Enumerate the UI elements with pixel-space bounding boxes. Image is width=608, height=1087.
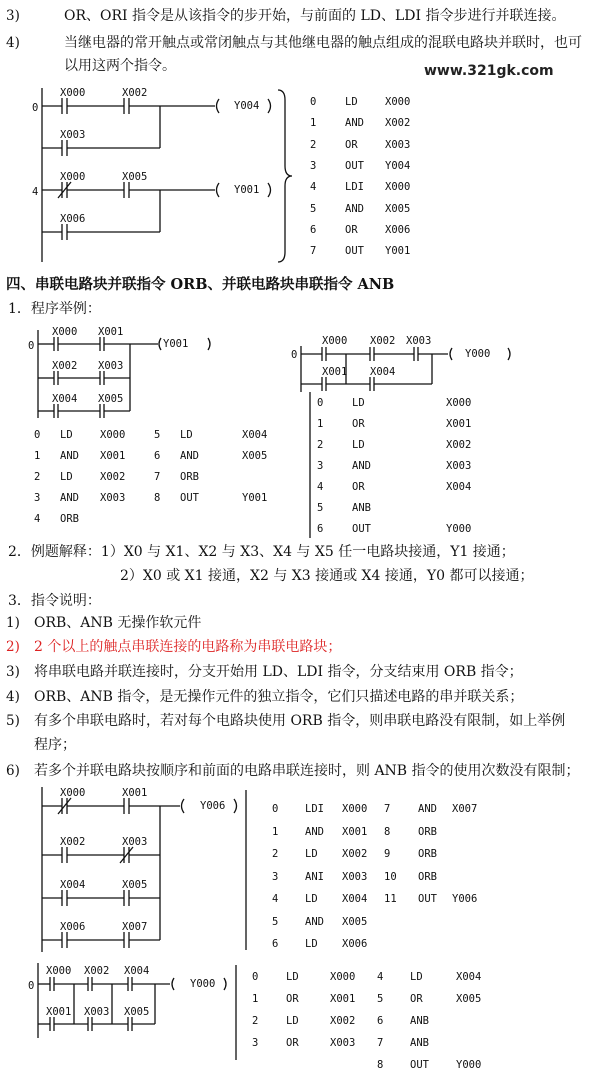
contact-label: X004 [124, 965, 150, 977]
instruction-cell: LDI [305, 803, 324, 815]
instruction-cell: X004 [446, 481, 472, 493]
instruction-cell: 1 [34, 450, 41, 462]
instruction-cell: OR [352, 418, 365, 430]
instruction-cell: OR [286, 993, 299, 1005]
paragraph-mixed-circuit-cont: 以用这两个指令。 [64, 58, 176, 74]
contact-label: X007 [122, 921, 148, 933]
instruction-cell: 9 [384, 848, 391, 860]
instruction-cell: X003 [100, 492, 126, 504]
note-2-highlighted: 2 个以上的触点串联连接的电路称为串联电路块； [34, 639, 342, 655]
note-3: 将串联电路并联连接时，分支开始用 LD、LDI 指令，分支结束用 ORB 指令； [34, 664, 523, 680]
contact-label: X000 [52, 326, 78, 338]
contact-label: X001 [98, 326, 124, 338]
contact-label: X005 [98, 393, 124, 405]
instruction-cell: LD [345, 96, 358, 108]
instruction-cell: X002 [385, 117, 411, 130]
instruction-cell: 4 [377, 971, 384, 983]
instruction-cell: X002 [342, 848, 368, 860]
contact-label: X003 [98, 360, 124, 372]
instruction-cell: X006 [342, 938, 368, 950]
instruction-cell: 1 [272, 825, 279, 838]
instruction-cell: LD [286, 1015, 299, 1027]
instruction-cell: X005 [242, 450, 268, 462]
instruction-cell: X005 [385, 202, 411, 215]
instruction-cell: X000 [385, 96, 411, 108]
rung-number: 0 [28, 980, 35, 992]
note-1: ORB、ANB 无操作软元件 [34, 615, 202, 631]
contact-label: X005 [122, 879, 148, 891]
instruction-cell: 0 [272, 803, 279, 815]
instruction-cell: Y001 [242, 492, 268, 504]
instruction-cell: LD [305, 848, 318, 860]
instruction-cell: OUT [345, 159, 364, 172]
contact-label: X000 [60, 171, 86, 183]
contact-label: X002 [52, 360, 78, 372]
instruction-cell: OR [345, 223, 358, 236]
instruction-cell: X005 [456, 993, 482, 1005]
instruction-cell: 0 [310, 96, 317, 108]
instruction-cell: LDI [345, 181, 364, 194]
instruction-cell: 7 [384, 803, 391, 815]
instruction-cell: ORB [418, 848, 437, 860]
contact-label: X002 [60, 836, 86, 848]
instruction-cell: 11 [384, 893, 397, 905]
subheading-notes: 3．指令说明： [8, 593, 101, 609]
instruction-cell: 0 [252, 971, 259, 983]
instruction-cell: X001 [342, 825, 368, 838]
paragraph-or-ori: OR、ORI 指令是从该指令的步开始，与前面的 LD、LDI 指令步进行并联连接。 [64, 8, 566, 24]
instruction-cell: 4 [34, 513, 41, 525]
instruction-cell: 7 [377, 1037, 384, 1049]
coil-label: Y001 [163, 338, 189, 350]
contact-label: X003 [60, 129, 86, 141]
coil-label: Y000 [465, 348, 491, 360]
contact-label: X002 [370, 335, 396, 347]
contact-label: X000 [322, 335, 348, 347]
contact-label: X003 [122, 836, 148, 848]
contact-label: X003 [84, 1006, 110, 1018]
contact-label: X004 [52, 393, 78, 405]
instruction-cell: 6 [272, 938, 279, 950]
instruction-cell: 4 [317, 481, 324, 493]
item-number: 1) [6, 615, 20, 631]
instruction-cell: X000 [446, 397, 472, 409]
instruction-cell: 8 [384, 825, 391, 838]
item-number: 3) [6, 664, 20, 680]
contact-label: X006 [60, 921, 86, 933]
instruction-cell: 5 [310, 202, 317, 215]
instruction-cell: X004 [456, 971, 482, 983]
instruction-cell: 10 [384, 870, 397, 883]
instruction-cell: OR [410, 993, 423, 1005]
coil-label: Y004 [234, 100, 260, 112]
instruction-cell: AND [418, 803, 437, 815]
instruction-cell: 2 [317, 439, 324, 451]
instruction-cell: X001 [100, 450, 126, 462]
instruction-cell: ORB [60, 513, 79, 525]
note-5-cont: 程序； [34, 737, 76, 753]
instruction-cell: 8 [377, 1059, 384, 1071]
instruction-cell: 5 [154, 429, 161, 441]
instruction-cell: OUT [352, 523, 371, 535]
instruction-cell: ORB [180, 471, 199, 483]
paragraph-mixed-circuit: 当继电器的常开触点或常闭触点与其他继电器的触点组成的混联电路块并联时，也可 [64, 35, 582, 51]
contact-label: X001 [46, 1006, 72, 1018]
instruction-cell: ANB [410, 1037, 429, 1049]
item-number: 3) [6, 8, 20, 24]
instruction-cell: X003 [385, 138, 411, 151]
instruction-cell: ANI [305, 870, 324, 883]
note-4: ORB、ANB 指令，是无操作元件的独立指令，它们只描述电路的串并联关系； [34, 689, 524, 705]
contact-label: X000 [60, 87, 86, 99]
rung-number: 0 [32, 102, 39, 114]
watermark: www.321gk.com [424, 63, 554, 79]
instruction-cell: LD [180, 429, 193, 441]
instruction-cell: X004 [242, 429, 268, 441]
instruction-cell: 3 [310, 159, 317, 172]
instruction-cell: X004 [342, 893, 368, 905]
instruction-cell: OR [352, 481, 365, 493]
instruction-cell: 3 [34, 492, 41, 504]
instruction-cell: OR [345, 138, 358, 151]
instruction-cell: X003 [330, 1037, 356, 1049]
instruction-cell: 8 [154, 492, 161, 504]
contact-label: X005 [122, 171, 148, 183]
instruction-cell: LD [352, 439, 365, 451]
instruction-cell: 2 [310, 138, 317, 151]
instruction-cell: X002 [330, 1015, 356, 1027]
example-explanation-cont: 2）X0 或 X1 接通，X2 与 X3 接通或 X4 接通，Y0 都可以接通； [120, 568, 534, 584]
instruction-cell: 6 [154, 450, 161, 462]
instruction-cell: OR [286, 1037, 299, 1049]
instruction-cell: AND [180, 450, 199, 462]
coil-label: Y001 [234, 184, 260, 196]
instruction-cell: LD [305, 893, 318, 905]
instruction-cell: 5 [272, 915, 279, 928]
instruction-cell: LD [305, 938, 318, 950]
instruction-cell: OUT [410, 1059, 429, 1071]
instruction-cell: 7 [154, 471, 161, 483]
instruction-cell: LD [60, 429, 73, 441]
instruction-cell: 4 [272, 893, 279, 905]
instruction-cell: 6 [310, 223, 317, 236]
instruction-cell: Y000 [446, 523, 472, 535]
instruction-cell: ANB [410, 1015, 429, 1027]
example-explanation: 2．例题解释：1）X0 与 X1、X2 与 X3、X4 与 X5 任一电路块接通，Y1 接通； [8, 544, 515, 560]
instruction-cell: 5 [317, 502, 324, 514]
instruction-cell: X006 [385, 223, 411, 236]
contact-label: X006 [60, 213, 86, 225]
instruction-cell: OUT [345, 245, 364, 258]
instruction-cell: X003 [342, 870, 368, 883]
contact-label: X001 [122, 787, 148, 799]
instruction-cell: 7 [310, 245, 317, 258]
contact-label: X001 [322, 366, 348, 378]
instruction-cell: AND [60, 492, 79, 504]
instruction-cell: Y006 [452, 893, 478, 905]
instruction-cell: Y004 [385, 159, 411, 172]
instruction-cell: X001 [446, 418, 472, 430]
instruction-cell: X002 [100, 471, 126, 483]
section-heading: 四、串联电路块并联指令 ORB、并联电路块串联指令 ANB [6, 276, 395, 293]
instruction-cell: LD [60, 471, 73, 483]
instruction-cell: ANB [352, 502, 371, 514]
instruction-cell: X007 [452, 803, 478, 815]
instruction-cell: X000 [342, 803, 368, 815]
item-number: 2) [6, 639, 20, 655]
instruction-cell: 6 [377, 1015, 384, 1027]
contact-label: X002 [84, 965, 110, 977]
contact-label: X000 [60, 787, 86, 799]
instruction-cell: 6 [317, 523, 324, 535]
instruction-cell: 2 [34, 471, 41, 483]
instruction-cell: X000 [330, 971, 356, 983]
instruction-cell: X000 [100, 429, 126, 441]
instruction-cell: X001 [330, 993, 356, 1005]
contact-label: X000 [46, 965, 72, 977]
instruction-cell: ORB [418, 825, 437, 838]
instruction-cell: AND [60, 450, 79, 462]
instruction-cell: 4 [310, 181, 317, 194]
instruction-cell: X000 [385, 181, 411, 194]
instruction-cell: X003 [446, 460, 472, 472]
instruction-cell: ORB [418, 870, 437, 883]
instruction-cell: AND [305, 915, 324, 928]
coil-label: Y006 [200, 800, 226, 812]
instruction-cell: AND [345, 202, 364, 215]
contact-label: X004 [370, 366, 396, 378]
instruction-cell: Y001 [385, 245, 411, 258]
item-number: 4) [6, 689, 20, 705]
instruction-cell: X005 [342, 915, 368, 928]
contact-label: X004 [60, 879, 86, 891]
instruction-cell: X002 [446, 439, 472, 451]
contact-label: X002 [122, 87, 148, 99]
instruction-cell: 2 [272, 848, 279, 860]
rung-number: 0 [291, 349, 298, 361]
instruction-cell: 1 [310, 117, 317, 130]
item-number: 5) [6, 713, 20, 729]
instruction-cell: AND [352, 460, 371, 472]
coil-label: Y000 [190, 978, 216, 990]
item-number: 6) [6, 763, 20, 779]
instruction-cell: 3 [317, 460, 324, 472]
rung-number: 4 [32, 186, 39, 198]
rung-number: 0 [28, 340, 35, 352]
instruction-cell: LD [286, 971, 299, 983]
instruction-cell: 3 [272, 870, 279, 883]
instruction-cell: 1 [252, 993, 259, 1005]
contact-label: X003 [406, 335, 432, 347]
instruction-cell: 5 [377, 993, 384, 1005]
instruction-cell: OUT [418, 893, 437, 905]
instruction-cell: 0 [34, 429, 41, 441]
instruction-cell: OUT [180, 492, 199, 504]
instruction-cell: AND [345, 117, 364, 130]
note-5: 有多个串联电路时，若对每个电路块使用 ORB 指令，则串联电路没有限制，如上举例 [34, 713, 566, 729]
instruction-cell: 1 [317, 418, 324, 430]
instruction-cell: LD [410, 971, 423, 983]
note-6: 若多个并联电路块按顺序和前面的电路串联连接时，则 ANB 指令的使用次数没有限制； [34, 763, 580, 779]
subheading-example: 1．程序举例： [8, 301, 101, 317]
instruction-cell: 3 [252, 1037, 259, 1049]
instruction-cell: 0 [317, 397, 324, 409]
instruction-cell: LD [352, 397, 365, 409]
contact-label: X005 [124, 1006, 150, 1018]
instruction-cell: 2 [252, 1015, 259, 1027]
item-number: 4) [6, 35, 20, 51]
instruction-cell: Y000 [456, 1059, 482, 1071]
instruction-cell: AND [305, 825, 324, 838]
